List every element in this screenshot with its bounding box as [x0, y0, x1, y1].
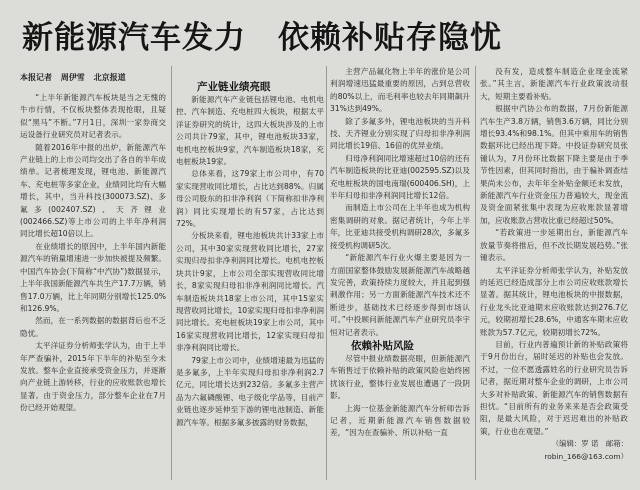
byline-location: 北京报道: [93, 73, 126, 82]
paragraph: 太平洋证券分析师张学认为，补贴发放的延迟已经造成部分上市公司应收账款增长显著。据其统计，锂电池板块的中报数据，行业龙头比亚迪期末应收账款达到276.7亿元，较期初增长28.6%，中通客车期末应收账款为57.7亿元，较期初增长72%。: [480, 265, 628, 337]
paragraph: 分板块来看，锂电池板块共计33家上市公司，其中30家实现营收同比增长，27家实现归母扣非净利润同比增长。电机电控板块共计9家，上市公司全部实现营收同比增长，8家实现归母扣非净利润同比增长。汽车制造板块共18家上市公司，其中15家实现营收同比增长，10家实现归母扣非净利润同比增长。充电桩板块19家上市公司，其中16家实现营收同比增长，12家实现归母扣非净利润同比增长。: [176, 231, 324, 353]
column-divider: [475, 66, 476, 480]
article-column-1: [20, 92, 166, 484]
article-column-3: [330, 66, 470, 484]
paragraph: “新能源汽车行业火爆主要是因为一方面国家整体鼓励发展新能源汽车战略越发完善，政策持续力度较大，并且起到强刺激作用；另一方面新能源汽车技术还不断进步，基础技术已经逐步得到市场认可。”中投顾问新能源汽车产业研究员李宇恒对记者表示。: [330, 253, 470, 337]
section-subhead: 产业链业绩亮眼: [197, 81, 271, 93]
paragraph: 主营产品氟化物上半年的涨价是公司利润增速迅猛最重要的原因，占到总营收的80%以上，而毛利率也较去年同期飙升31%达到49%。: [330, 67, 470, 114]
paragraph: 太平洋证券分析师张学认为，由于上半年严查骗补，2015年下半年的补贴至今未发放。整车企业直接承受资金压力，并逐渐向产业链上游转移，行业的应收账款也增长显著。由于资金压力，部分整车企业在7月份已经开始观望。: [20, 341, 166, 413]
paragraph: 随着2016年中报的出炉，新能源汽车产业链上的上市公司均交出了各自的半年成绩单。记者梳理发现，锂电池、新能源汽车、充电桩等多家企业，业绩同比均有大幅增长，其中，当升科技(300073.SZ)、多氟多(002407.SZ)、天齐锂业(002466.SZ)等上市公司的上半年净利润同比增长超10倍以上。: [20, 142, 166, 239]
paragraph: 在业绩增长的原因中，上半年国内新能源汽车的销量增速进一步加快被提及频繁。中国汽车协会(下简称“中汽协”)数据显示，上半年我国新能源汽车共生产17.7万辆，销售17.0万辆，比上年同期分别增长125.0%和126.9%。: [20, 241, 166, 313]
paragraph: 归母净利润同比增速超过10倍的还有汽车制造板块的比亚迪(002595.SZ)以及充电桩板块的国电南瑞(600406.SH)，上半年归母扣非净利润同比增长12倍。: [330, 153, 470, 201]
article-column-2: [176, 80, 324, 484]
byline-reporter-name: 周伊雪: [60, 73, 85, 82]
paragraph: 根据中汽协公布的数据，7月份新能源汽车生产3.8万辆，销售3.6万辆，同比分别增长93.4%和98.1%。但其中乘用车的销售数据环比已经出现下降。中投证券研究员张锺认为，7月份环比数据下降主要是由于季节性因素，但其同时指出，由于骗补调查结果尚未公布，去年年全补贴金额还未发放，新能源汽车行业资金压力普遍较大，现金流及资金面紧张集中表现为应收账款显著增加，应收账款占营收比重已经超过50%。: [480, 104, 628, 225]
paragraph: 而制造上市公司在上半年也成为机构密集调研的对象。据记者统计，今年上半年，比亚迪共接受机构调研28次，多氟多接受机构调研5次。: [330, 203, 470, 250]
paragraph: 总体来看，这79家上市公司中，有70家实现营收同比增长，占比达到88%。归属母公司股东的扣非净利润（下简称扣非净利润）同比实现增长的有57家，占比达到72%。: [176, 169, 324, 229]
section-subhead: 依赖补贴风险: [351, 339, 414, 352]
article-column-4: [480, 66, 628, 484]
paragraph: 79家上市公司中，业绩增速最为迅猛的是多氟多，上半年实现归母扣非净利润2.7亿元，同比增长达到232倍。多氟多主营产品为六氟磷酸锂、电子级化学品等，目前产业链也逐步延伸至下游的锂电池制造、新能源汽车等。根据多氟多披露的财务数据，: [176, 355, 324, 427]
paragraph: 尽管中报业绩数据亮眼，但新能源汽车销售过于依赖补贴的政策风险也始终困扰该行业，整体行业发展也遭遇了一段阴影。: [330, 353, 470, 401]
paragraph: 没有发，造成整车制造企业现金流紧张。”其主言，新能源汽车行业政策波动很大，短期主要看补贴。: [480, 67, 628, 101]
paragraph: “若政策进一步延期出台，新能源汽车放量节奏将推后，但不改长期发展趋势。”张锺表示。: [480, 228, 628, 263]
paragraph: 新能源汽车产业链包括锂电池、电机电控、汽车制造、充电桩四大板块，根据太平洋证券研究的统计，这四大板块涉及的上市公司共计79家，其中，锂电池板块33家，电机电控板块9家，汽车制造板块18家，充电桩板块19家。: [176, 95, 324, 167]
column-divider: [326, 66, 327, 480]
paragraph: 目前，行业内普遍预计新的补贴政策将于9月份出台，届时延迟的补贴也会发放。不过，一位不愿透露姓名的行业研究员告诉记者，据近期对整车企业的调研，上市公司大多对补贴政策、新能源汽车的销售数据有担忧。“目前所有的业务来来是否会政策受阻，是最大风险，对于迟迟难出的补贴政策，行业也在观望。”: [480, 339, 628, 436]
paragraph: “上半年新能源汽车板块是当之无愧的牛市行情，不仅板块整体表现抢眼，且疑似“黑马”不断。”7月1日，深圳一家券商交运设备行业研究员对记者表示。: [20, 93, 166, 140]
paragraph: 上海一位基金新能源汽车分析师告诉记者，近期新能源汽车销售数据较差，“因为在查骗补、所以补贴一直: [330, 403, 470, 438]
paragraph: 然而，在一系列数据的数据背后也不乏隐忧。: [20, 316, 166, 338]
byline-reporter-label: 本报记者: [20, 73, 52, 82]
byline: [20, 72, 132, 83]
article-headline: 新能源汽车发力 依赖补贴存隐忧: [22, 20, 502, 56]
column-divider: [171, 66, 172, 480]
paragraph: 除了多氟多外，锂电池板块的当升科技、天齐锂业分别实现了归母扣非净利润同比增长19倍、16倍的优异业绩。: [330, 116, 470, 151]
editor-note: （编辑：罗 诺 邮箱：robin_166@163.com）: [544, 439, 628, 461]
